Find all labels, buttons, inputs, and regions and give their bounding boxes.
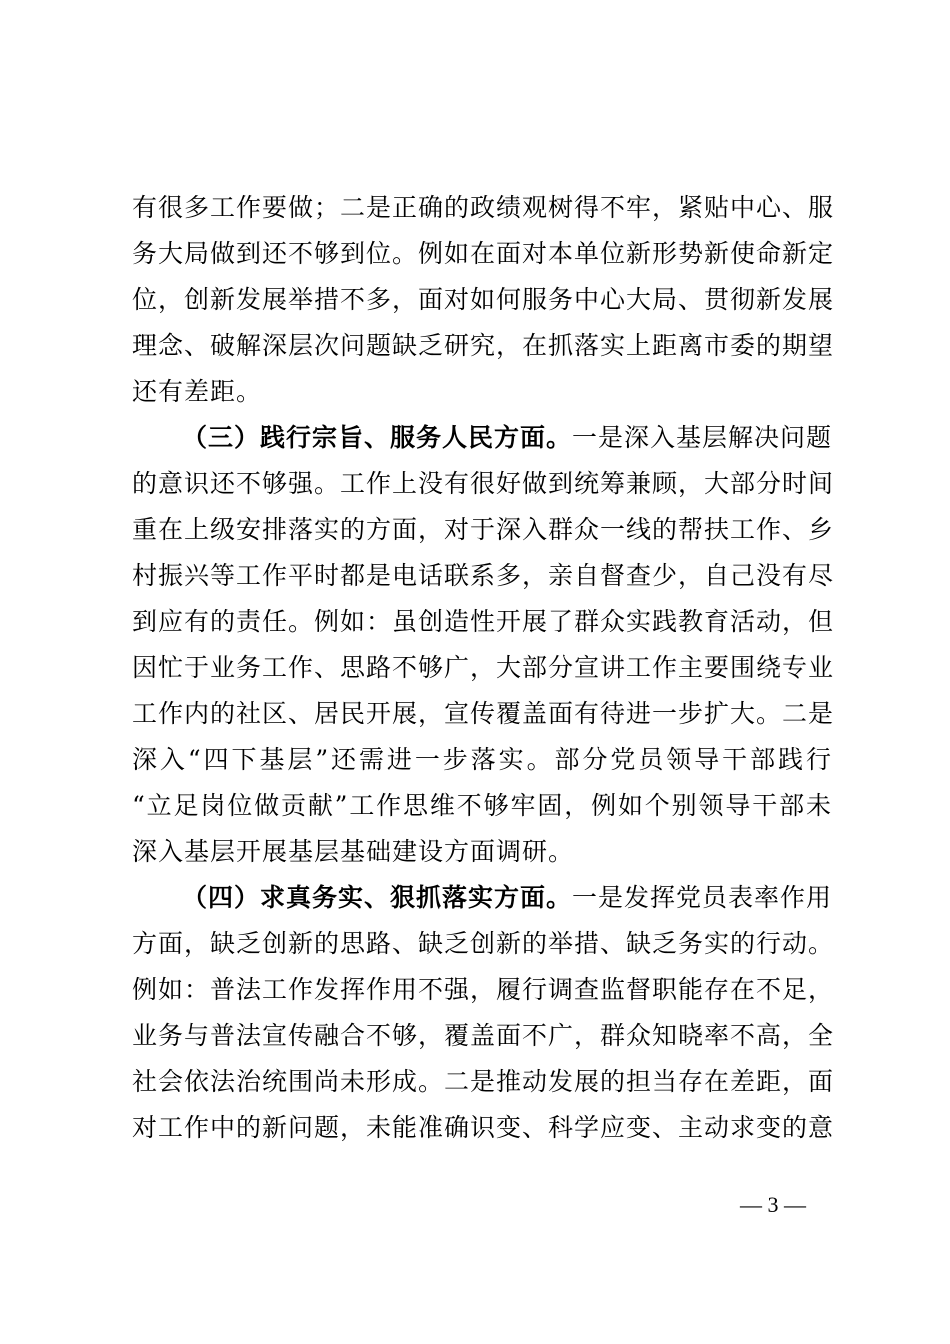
body-text-span: 一是深入基层解决问题 [572, 423, 833, 452]
body-text-line: 社会依法治统围尚未形成。二是推动发展的担当存在差距，面 [132, 1067, 835, 1096]
body-text-line: 理念、破解深层次问题缺乏研究，在抓落实上距离市委的期望 [132, 331, 835, 360]
body-text-line: 因忙于业务工作、思路不够广，大部分宣讲工作主要围绕专业 [132, 653, 835, 682]
body-text-line: 深入“四下基层”还需进一步落实。部分党员领导干部践行 [132, 745, 832, 774]
body-text-line: 村振兴等工作平时都是电话联系多，亲自督查少，自己没有尽 [132, 561, 835, 590]
section-heading-line [182, 420, 832, 456]
section-heading: （四）求真务实、狠抓落实方面。 [182, 883, 573, 912]
body-text-span: 一是发挥党员表率作用 [572, 883, 833, 912]
section-heading-line [182, 880, 832, 916]
body-text-line: 例如：普法工作发挥作用不强，履行调查监督职能存在不足， [132, 975, 835, 1004]
body-text-line: 方面，缺乏创新的思路、缺乏创新的举措、缺乏务实的行动。 [132, 929, 835, 958]
body-text-line: “立足岗位做贡献”工作思维不够牢固，例如个别领导干部未 [132, 791, 832, 820]
body-text-line: 重在上级安排落实的方面，对于深入群众一线的帮扶工作、乡 [132, 515, 835, 544]
body-text-line: 务大局做到还不够到位。例如在面对本单位新形势新使命新定 [132, 239, 835, 268]
body-text-line: 有很多工作要做；二是正确的政绩观树得不牢，紧贴中心、服 [132, 193, 835, 222]
body-text-line: 的意识还不够强。工作上没有很好做到统筹兼顾，大部分时间 [132, 469, 835, 498]
body-text-line: 到应有的责任。例如：虽创造性开展了群众实践教育活动，但 [132, 607, 835, 636]
page-number: — 3 — [740, 1192, 806, 1217]
body-text-line: 对工作中的新问题，未能准确识变、科学应变、主动求变的意 [132, 1113, 835, 1142]
body-text-line: 位，创新发展举措不多，面对如何服务中心大局、贯彻新发展 [132, 285, 835, 314]
body-text-line: 还有差距。 [132, 377, 263, 406]
body-text-line: 工作内的社区、居民开展，宣传覆盖面有待进一步扩大。二是 [132, 699, 835, 728]
body-text-line: 业务与普法宣传融合不够，覆盖面不广，群众知晓率不高，全 [132, 1021, 835, 1050]
section-heading: （三）践行宗旨、服务人民方面。 [182, 423, 573, 452]
body-text-line: 深入基层开展基层基础建设方面调研。 [132, 837, 575, 866]
